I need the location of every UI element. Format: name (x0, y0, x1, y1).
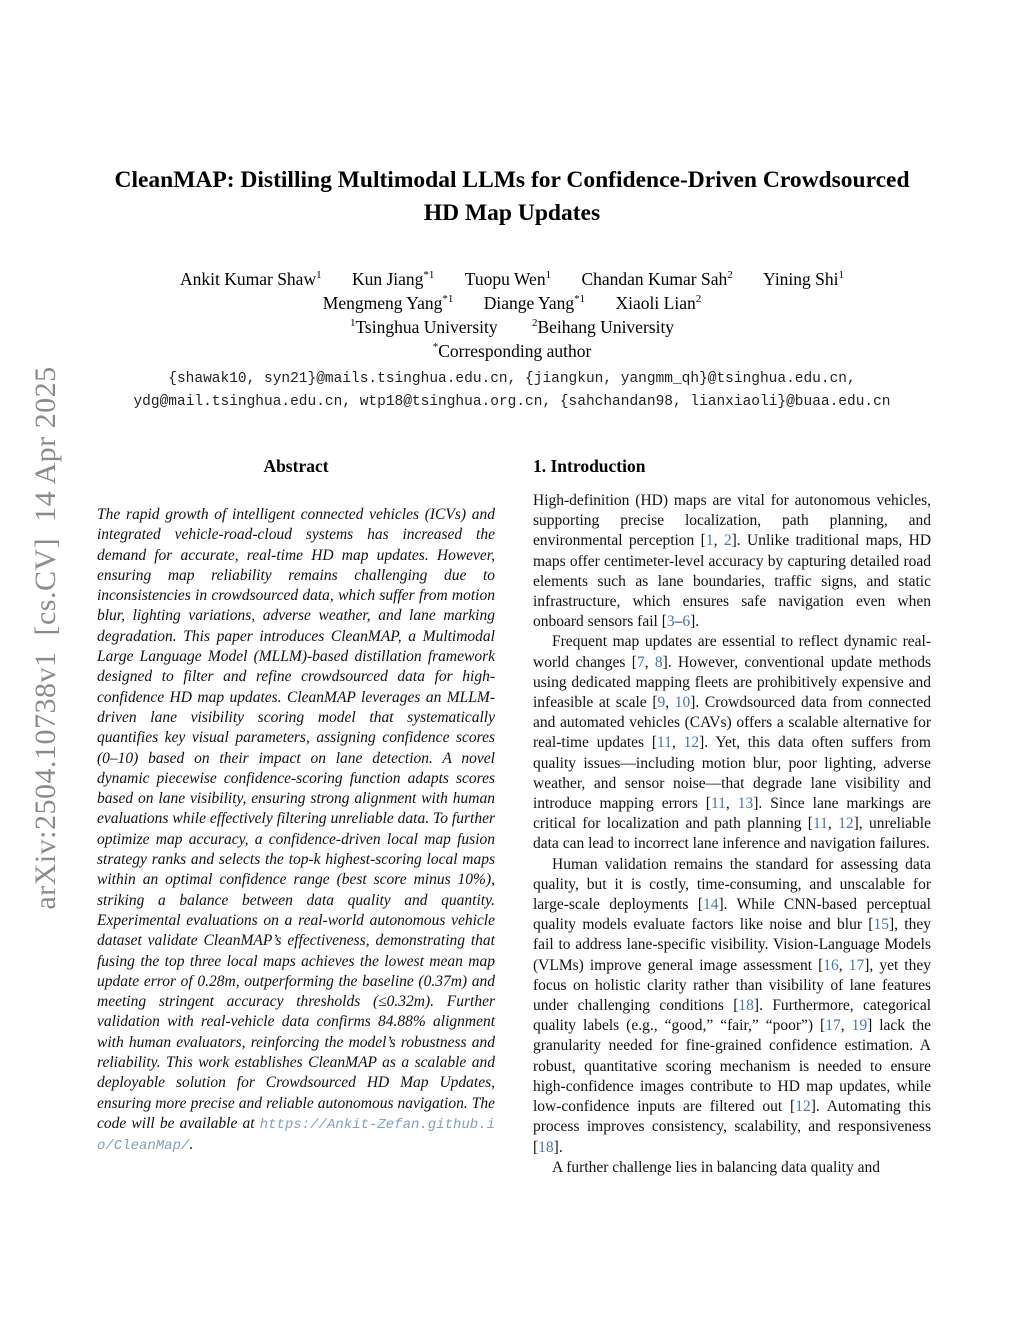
citation-link[interactable]: 12 (838, 815, 854, 833)
author-name: Xiaoli Lian$^2$ (615, 293, 702, 313)
intro-paragraph-1 (533, 491, 931, 632)
author-name: Kun Jiang$^{*1}$ (351, 269, 435, 289)
paper-title (0, 164, 1024, 230)
citation-link[interactable]: 6 (682, 613, 691, 631)
citation-link[interactable]: 14 (702, 896, 719, 914)
text-run: ]. Unlike traditional maps, HD maps offer centimeter-level accuracy by capturing detailed road elements such as lane boundaries, traffic signs, and static infrastructure, which ensures safe navigation even when onboard sensors fail [ (533, 532, 932, 631)
citation-link[interactable]: 10 (674, 694, 691, 712)
citation-link[interactable]: 13 (737, 795, 754, 813)
affiliations-row (0, 315, 1024, 339)
citation-link[interactable]: 16 (823, 956, 839, 974)
citation-link[interactable]: 19 (851, 1017, 868, 1035)
text-run: , (644, 653, 655, 671)
citation-link[interactable]: 8 (654, 653, 663, 671)
citation-link[interactable]: 11 (812, 815, 828, 833)
text-run: ]. Automating this process improves consistency, scalability, and responsiveness [ (533, 1098, 932, 1156)
author-name: Ankit Kumar Shaw$^1$ (179, 269, 322, 289)
citation-link[interactable]: 2 (723, 532, 732, 550)
citation-link[interactable]: 11 (710, 795, 726, 813)
introduction-heading: 1. Introduction (533, 456, 646, 476)
citation-link[interactable]: 12 (683, 734, 700, 752)
paper-title-line2: HD Map Updates (423, 200, 601, 226)
text-run: ]. However, conventional update methods using dedicated mapping fleets are prohibitively expensive and infeasible at scale [ (533, 653, 932, 712)
text-run: , (713, 532, 724, 550)
text-run: High-definition (HD) maps are vital for autonomous vehicles, supporting precise localization, path planning, and environmental perception [ (533, 492, 931, 550)
citation-link[interactable]: 12 (795, 1098, 811, 1116)
emails-line-2: ydg@mail.tsinghua.edu.cn, wtp18@tsinghua.org.cn, {sahchandan98, lianxiaoli}@buaa.edu.cn (133, 394, 891, 410)
text-run: , (725, 795, 738, 813)
author-name: Yining Shi$^1$ (763, 269, 845, 289)
text-run: ]. Furthermore, categorical quality labels (e.g., “good,” “fair,” “poor”) [ (533, 997, 932, 1035)
citation-link[interactable]: 3 (666, 613, 675, 631)
text-run: Human validation remains the standard for assessing data quality, but it is costly, time-consuming, and unscalable for large-scale deployments [ (533, 855, 931, 914)
author-name: Tuopu Wen$^1$ (464, 269, 552, 289)
citation-link[interactable]: 9 (657, 694, 666, 712)
author-name: Mengmeng Yang$^{*1}$ (322, 293, 454, 313)
text-run: ] lack the granularity needed for fine-grained confidence estimation. A robust, quantitative scoring mechanism is needed to ensure high-confidence images contribute to HD map updates, while low-confidence inputs are filtered out [ (533, 1017, 931, 1116)
right-column (533, 455, 931, 1178)
text-run: ]. (690, 613, 700, 631)
affiliation: $^1$Tsinghua University (349, 317, 498, 337)
text-run: – (674, 613, 683, 631)
text-run: ]. While CNN-based perceptual quality models evaluate factors like noise and blur [ (533, 896, 931, 934)
text-run: , (840, 1017, 852, 1035)
text-run: ]. Crowdsourced data from connected and automated vehicles (CAVs) offers a scalable alternative for real-time updates [ (533, 694, 931, 752)
citation-link[interactable]: 17 (825, 1017, 841, 1035)
intro-paragraph-4 (533, 1158, 931, 1178)
abstract-heading: Abstract (263, 456, 329, 476)
text-run: ], unreliable data can lead to incorrect lane inference and navigation failures. (533, 815, 931, 853)
authors-row-1 (0, 267, 1024, 291)
email-block (0, 368, 1024, 414)
text-run: ], yet they focus on holistic clarity rather than visibility of lane features under challenging conditions [ (533, 956, 931, 1015)
authors-row-2 (0, 291, 1024, 315)
text-run: A further challenge lies in balancing data quality and (552, 1158, 880, 1176)
arxiv-watermark: arXiv:2504.10738v1 [cs.CV] 14 Apr 2025 (29, 366, 62, 910)
citation-link[interactable]: 1 (705, 532, 714, 550)
abstract-text (97, 505, 495, 1157)
text-run: , (671, 734, 684, 752)
code-url-link[interactable]: https://Ankit-Zefan.github.io/CleanMap/ (97, 1116, 495, 1155)
left-column (97, 455, 495, 1178)
text-run: ]. Yet, this data often suffers from quality issues—including motion blur, poor lighting, adverse weather, and sensor noise—that degrade lane visibility and introduce mapping errors [ (533, 734, 931, 813)
citation-link[interactable]: 7 (636, 653, 645, 671)
text-run: ]. Since lane markings are critical for localization and path planning [ (533, 795, 931, 833)
paper-title-line1: CleanMAP: Distilling Multimodal LLMs for Confidence-Driven Crowdsourced (114, 167, 910, 193)
author-name: Diange Yang$^{*1}$ (483, 293, 586, 313)
emails-line-1: {shawak10, syn21}@mails.tsinghua.edu.cn, {jiangkun, yangmm_qh}@tsinghua.edu.cn, (168, 371, 856, 387)
text-run: ]. (553, 1138, 563, 1156)
author-name: Chandan Kumar Sah$^2$ (581, 269, 733, 289)
text-run: Frequent map updates are essential to reflect dynamic real-world changes [ (533, 633, 931, 671)
abstract-body: The rapid growth of intelligent connected vehicles (ICVs) and integrated vehicle-road-cloud systems has increased the demand for accurate, real-time HD map updates. However, ensuring map reliability remains challenging due to inconsistencies in crowdsourced data, which suffer from motion blur, lighting variations, adverse weather, and lane marking degradation. This paper introduces CleanMAP, a Multimodal Large Language Model (MLLM)-based distillation framework designed to filter and refine crowdsourced data for high-confidence HD map updates. CleanMAP leverages an MLLM-driven lane visibility scoring model that systematically quantifies key visual parameters, assigning confidence scores (0–10) based on their impact on lane detection. A novel dynamic piecewise confidence-scoring function adapts scores based on lane visibility, ensuring strong alignment with human evaluations while effectively filtering unreliable data. To further optimize map accuracy, a confidence-driven local map fusion strategy ranks and selects the top-k highest-scoring local maps within an optimal confidence range (best score minus 10%), striking a balance between data quality and quantity. Experimental evaluations on a real-world autonomous vehicle dataset validate CleanMAP’s effectiveness, demonstrating that fusing the top three local maps achieves the lowest mean map update error of 0.28m, outperforming the baseline (0.37m) and meeting stringent accuracy thresholds (≤0.32m). Further validation with real-vehicle data confirms 84.88% alignment with human evaluators, reinforcing the model’s robustness and reliability. This work establishes CleanMAP as a scalable and deployable solution for Crowdsourced HD Map Updates, ensuring more precise and reliable autonomous navigation. The code will be available at (97, 506, 495, 1132)
text-run: , (838, 956, 849, 974)
abstract-final-period: . (189, 1136, 194, 1154)
citation-link[interactable]: 18 (538, 1138, 554, 1156)
two-column-body (97, 455, 931, 1178)
citation-link[interactable]: 17 (848, 956, 865, 974)
text-run: , (827, 815, 839, 833)
author-block (0, 267, 1024, 363)
intro-paragraph-2 (533, 632, 931, 854)
citation-link[interactable]: 18 (738, 997, 754, 1015)
intro-paragraph-3 (533, 855, 931, 1158)
corresponding-author-note: *Corresponding author (432, 341, 592, 361)
affiliation: $^2$Beihang University (531, 317, 675, 337)
citation-link[interactable]: 15 (873, 916, 889, 934)
citation-link[interactable]: 11 (657, 734, 672, 752)
text-run: , (665, 694, 675, 712)
text-run: ], they fail to address lane-specific visibility. Vision-Language Models (VLMs) improve general image assessment [ (533, 916, 931, 974)
